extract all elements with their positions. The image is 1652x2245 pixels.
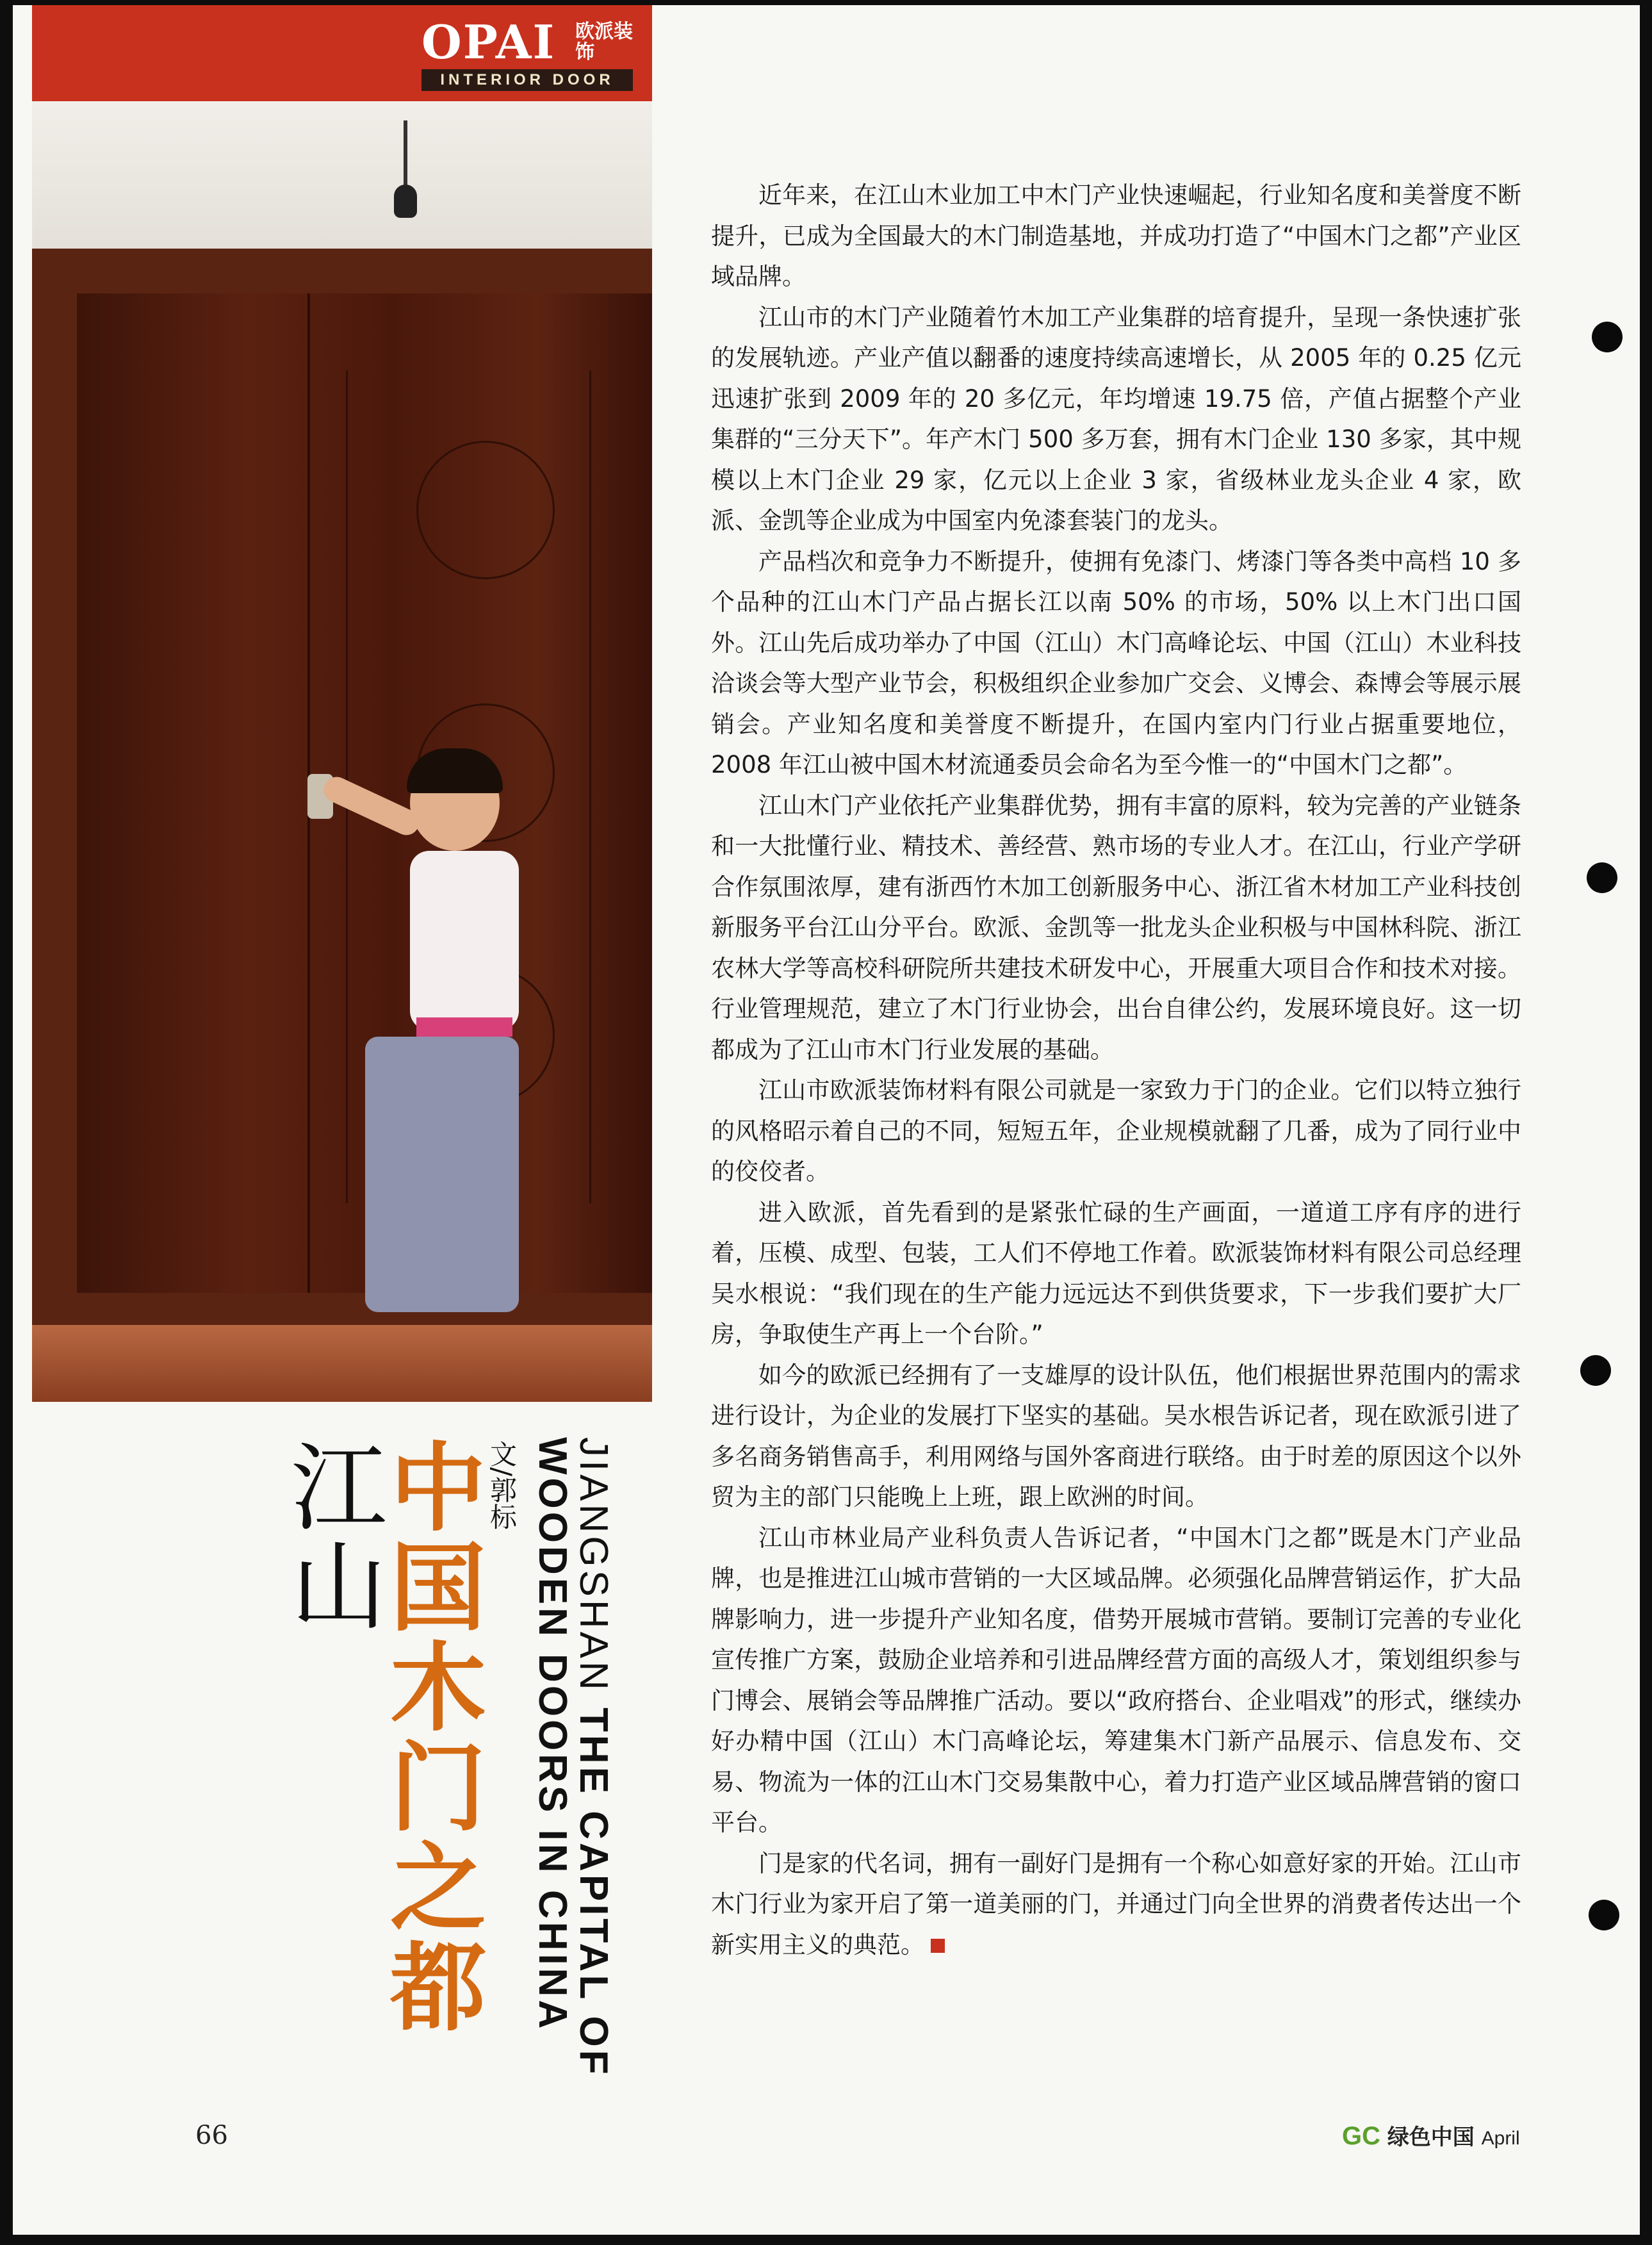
paragraph: 江山市林业局产业科负责人告诉记者，“中国木门之都”既是木门产业品牌，也是推进江山城市营销的一大区域品牌。必须强化品牌营销运作，扩大品牌影响力，进一步提升产业知名度，借势开展城市营销。要制订完善的专业化宣传推广方案，鼓励企业培养和引进品牌经营方面的高级人才，策划组织参与门博会、展销会等品牌推广活动。要以“政府搭台、企业唱戏”的形式，继续办好办精中国（江山）木门高峰论坛，筹建集木门新产品展示、信息发布、交易、物流为一体的江山木门交易集散中心，着力打造产业区域品牌营销的窗口平台。 xyxy=(711,1524,1521,1836)
wall xyxy=(32,101,652,249)
logo-brand-cn: 欧派装饰 xyxy=(575,21,633,63)
article-body xyxy=(711,175,1521,1965)
paragraph-last xyxy=(711,1843,1521,1966)
paragraph: 近年来，在江山木业加工中木门产业快速崛起，行业知名度和美誉度不断提升，已成为全国最大的木门制造基地，并成功打造了“中国木门之都”产业区域品牌。 xyxy=(711,181,1521,290)
paragraph: 江山市的木门产业随着竹木加工产业集群的培育提升，呈现一条快速扩张的发展轨迹。产业产值以翻番的速度持续高速增长，从 2005 年的 0.25 亿元迅速扩张到 2009 年的 20 多亿元，年均增速 19.75 倍，产值占据整个产业集群的“三分天下”。年产木门 500 多万套，拥有木门企业 130 多家，其中规模以上木门企业 29 家，亿元以上企业 3 家，省级林业龙头企业 4 家，欧派、金凯等企业成为中国室内免漆套装门的龙头。 xyxy=(711,303,1521,534)
girl-shirt xyxy=(410,851,519,1030)
girl-waistband xyxy=(416,1017,512,1037)
lamp-cord xyxy=(404,120,407,191)
girl-jeans xyxy=(365,1037,519,1312)
header-bar xyxy=(32,5,652,101)
footer-brand-name: 绿色中国 xyxy=(1387,2125,1475,2150)
english-title xyxy=(532,1437,614,2235)
binder-hole-icon xyxy=(1589,1900,1619,1930)
english-title-main: THE CAPITAL OF WOODEN DOORS IN CHINA xyxy=(530,1437,616,2078)
door-groove xyxy=(589,370,591,1203)
english-title-place: JIANGSHAN xyxy=(571,1437,616,1708)
end-mark-icon xyxy=(931,1939,945,1953)
footer-brand-logo: GC xyxy=(1342,2122,1380,2150)
binder-hole-icon xyxy=(1580,1355,1611,1386)
paragraph-text: 门是家的代名词，拥有一副好门是拥有一个称心如意好家的开始。江山市木门行业为家开启了第一道美丽的门，并通过门向全世界的消费者传达出一个新实用主义的典范。 xyxy=(711,1849,1521,1959)
paragraph: 进入欧派，首先看到的是紧张忙碌的生产画面，一道道工序有序的进行着，压模、成型、包装，工人们不停地工作着。欧派装饰材料有限公司总经理吴水根说：“我们现在的生产能力远远达不到供货要求，下一步我们要扩大厂房，争取使生产再上一个台阶。” xyxy=(711,1198,1521,1348)
footer-month: April xyxy=(1481,2128,1520,2149)
door-ring xyxy=(416,441,555,579)
lamp-icon xyxy=(394,185,417,218)
title-place: 江山 xyxy=(274,1437,386,1634)
cover-photo xyxy=(32,5,652,1402)
magazine-page xyxy=(13,5,1640,2235)
logo-tagline: INTERIOR DOOR xyxy=(421,69,633,91)
byline: 文/郭标 xyxy=(486,1440,518,1531)
wooden-floor xyxy=(32,1325,652,1402)
page-number: 66 xyxy=(195,2121,228,2150)
paragraph: 江山市欧派装饰材料有限公司就是一家致力于门的企业。它们以特立独行的风格昭示着自己的不同，短短五年，企业规模就翻了几番，成为了同行业中的佼佼者。 xyxy=(711,1076,1521,1185)
paragraph: 江山木门产业依托产业集群优势，拥有丰富的原料，较为完善的产业链条和一大批懂行业、精技术、善经营、熟市场的专业人才。在江山，行业产学研合作氛围浓厚，建有浙西竹木加工创新服务中心、浙江省木材加工产业科技创新服务平台江山分平台。欧派、金凯等一批龙头企业积极与中国林科院、浙江农林大学等高校科研院所共建技术研发中心，开展重大项目合作和技术对接。行业管理规范，建立了木门行业协会，出台自律公约，发展环境良好。这一切都成为了江山市木门行业发展的基础。 xyxy=(711,791,1521,1064)
paragraph: 产品档次和竞争力不断提升，使拥有免漆门、烤漆门等各类中高档 10 多个品种的江山木门产品占据长江以南 50% 的市场，50% 以上木门出口国外。江山先后成功举办了中国（江山）木门高峰论坛、中国（江山）木业科技洽谈会等大型产业节会，积极组织企业参加广交会、义博会、森博会等展示展销会。产业知名度和美誉度不断提升，在国内室内门行业占据重要地位，2008 年江山被中国木材流通委员会命名为至今惟一的“中国木门之都”。 xyxy=(711,547,1521,778)
footer-brand xyxy=(1342,2119,1520,2151)
page-title: 中国木门之都 xyxy=(373,1437,485,2037)
binder-hole-icon xyxy=(1587,862,1617,893)
paragraph: 如今的欧派已经拥有了一支雄厚的设计队伍，他们根据世界范围内的需求进行设计，为企业的发展打下坚实的基础。吴水根告诉记者，现在欧派引进了多名商务销售高手，利用网络与国外客商进行联络。由于时差的原因这个以外贸为主的部门只能晚上上班，跟上欧洲的时间。 xyxy=(711,1361,1521,1511)
binder-hole-icon xyxy=(1592,322,1623,352)
opai-logo xyxy=(421,15,633,93)
logo-brand: OPAI xyxy=(421,15,556,69)
